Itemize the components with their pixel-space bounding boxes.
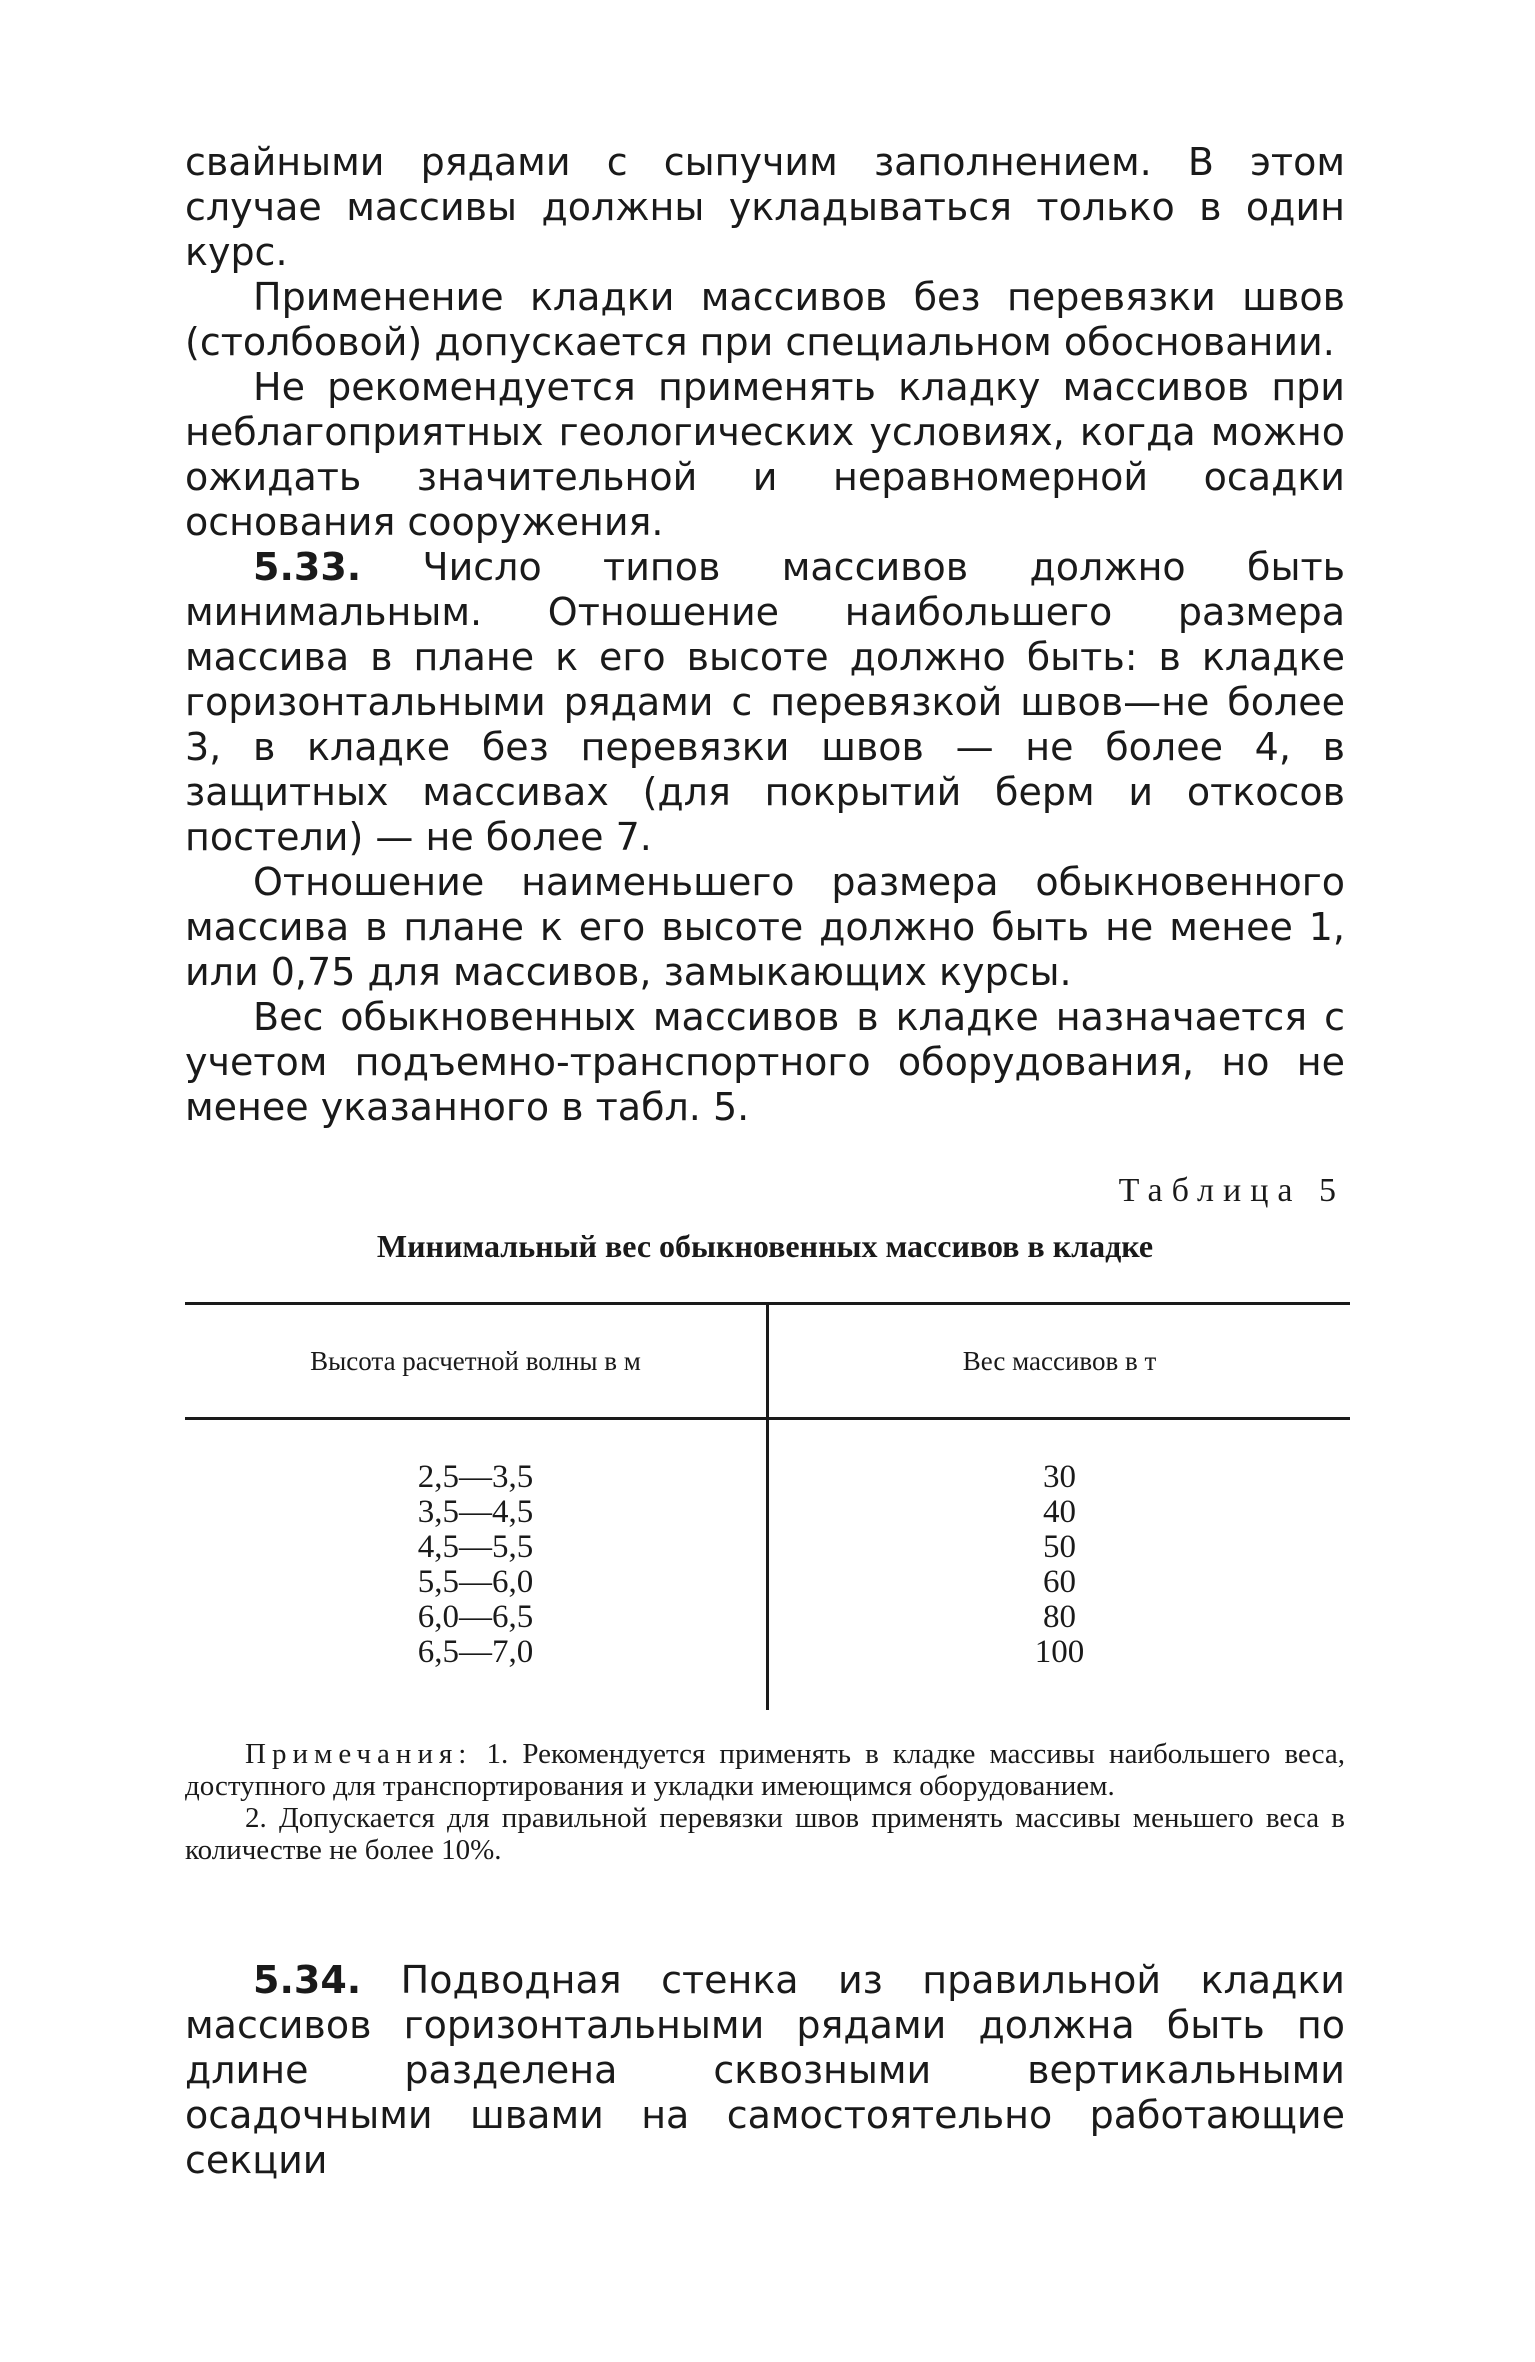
paragraph-weight: Вес обыкновенных массивов в кладке назначается с учетом подъемно-транспортного оборудования, но не менее указанного в табл. 5.	[185, 995, 1345, 1129]
table-notes	[185, 1738, 1345, 1866]
wave-height-value: 5,5—6,0	[417, 1564, 534, 1600]
paragraph-column-masonry: Применение кладки массивов без перевязки швов (столбовой) допускается при специальном обосновании.	[185, 275, 1345, 364]
data-table	[185, 1302, 1350, 1710]
wave-height-value: 3,5—4,5	[417, 1494, 534, 1530]
paragraph-min-ratio: Отношение наименьшего размера обыкновенного массива в плане к его высоте должно быть не менее 1, или 0,75 для массивов, замыкающих курсы.	[185, 860, 1345, 994]
mass-weight-value: 50	[1043, 1529, 1076, 1565]
note-1-text: 1. Рекомендуется применять в кладке массивы наибольшего веса, доступного для транспортирования и укладки имеющимся оборудованием.	[185, 1738, 1345, 1802]
mass-weight-value: 40	[1043, 1494, 1076, 1530]
paragraph-geology: Не рекомендуется применять кладку массивов при неблагоприятных геологических условиях, когда можно ожидать значительной и неравномерной осадки основания сооружения.	[185, 365, 1345, 544]
table-body-row	[185, 1419, 1350, 1711]
section-5-33	[185, 545, 1345, 860]
table-header-row	[185, 1304, 1350, 1419]
wave-height-value: 2,5—3,5	[417, 1459, 534, 1495]
mass-weight-value: 80	[1043, 1599, 1076, 1635]
header-mass-weight: Вес массивов в т	[768, 1304, 1351, 1419]
paragraph-continuation: свайными рядами с сыпучим заполнением. В этом случае массивы должны укладываться только в один курс.	[185, 140, 1345, 274]
wave-height-value: 4,5—5,5	[417, 1529, 534, 1565]
section-5-34-text: Подводная стенка из правильной кладки массивов горизонтальными рядами должна быть по длине разделена сквозными вертикальными осадочными швами на самостоятельно работающие секции	[185, 1958, 1345, 2182]
section-5-34-number: 5.34.	[253, 1958, 362, 2002]
mass-weight-value: 60	[1043, 1564, 1076, 1600]
section-5-33-number: 5.33.	[253, 545, 362, 589]
note-2: 2. Допускается для правильной перевязки швов применять массивы меньшего веса в количестве не более 10%.	[185, 1802, 1345, 1866]
wave-height-cell	[185, 1419, 768, 1711]
document-page	[185, 140, 1345, 2183]
section-5-34	[185, 1958, 1345, 2183]
table-title: Минимальный вес обыкновенных массивов в кладке	[376, 1228, 1154, 1264]
header-wave-height: Высота расчетной волны в м	[185, 1304, 768, 1419]
section-5-33-text: Число типов массивов должно быть минимальным. Отношение наибольшего размера массива в плане к его высоте должно быть: в кладке горизонтальными рядами с перевязкой швов—не более 3, в кладке без перевязки швов — не более 4, в защитных массивах (для покрытий берм и откосов постели) — не более 7.	[185, 545, 1345, 859]
note-1	[185, 1738, 1345, 1802]
notes-lead: Примечания:	[245, 1738, 473, 1770]
wave-height-value: 6,0—6,5	[417, 1599, 534, 1635]
table-label: Таблица 5	[1118, 1172, 1345, 1209]
mass-weight-value: 30	[1043, 1459, 1076, 1495]
mass-weight-value: 100	[1034, 1634, 1085, 1670]
mass-weight-cell	[768, 1419, 1351, 1711]
wave-height-value: 6,5—7,0	[417, 1634, 534, 1670]
